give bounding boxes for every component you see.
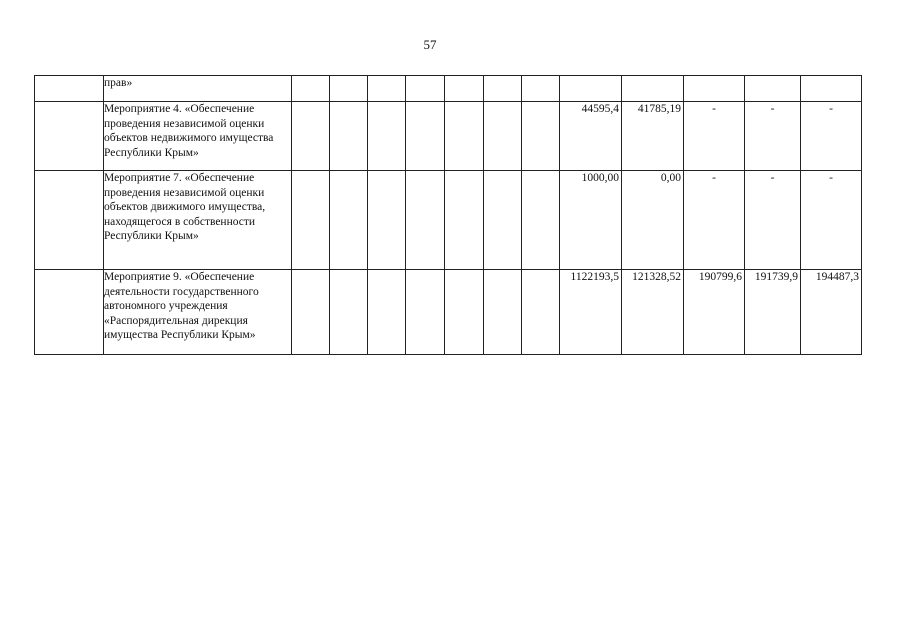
event-description: прав» bbox=[104, 76, 292, 102]
value-cell bbox=[560, 76, 622, 102]
empty-cell bbox=[292, 270, 330, 355]
empty-cell bbox=[522, 102, 560, 171]
empty-cell bbox=[484, 76, 522, 102]
empty-cell bbox=[330, 171, 368, 270]
empty-cell bbox=[35, 171, 104, 270]
empty-cell bbox=[522, 270, 560, 355]
empty-cell bbox=[292, 171, 330, 270]
value-cell: 121328,52 bbox=[622, 270, 684, 355]
value-cell: 194487,3 bbox=[801, 270, 862, 355]
empty-cell bbox=[406, 171, 445, 270]
empty-cell bbox=[330, 270, 368, 355]
empty-cell bbox=[484, 171, 522, 270]
value-cell: 1000,00 bbox=[560, 171, 622, 270]
empty-cell bbox=[406, 270, 445, 355]
value-cell: - bbox=[684, 171, 745, 270]
empty-cell bbox=[368, 76, 406, 102]
empty-cell bbox=[445, 171, 484, 270]
empty-cell bbox=[445, 270, 484, 355]
value-cell bbox=[801, 76, 862, 102]
value-cell: 191739,9 bbox=[745, 270, 801, 355]
empty-cell bbox=[368, 102, 406, 171]
value-cell: 1122193,5 bbox=[560, 270, 622, 355]
value-cell bbox=[745, 76, 801, 102]
empty-cell bbox=[330, 102, 368, 171]
empty-cell bbox=[368, 270, 406, 355]
event-description: Мероприятие 9. «Обеспечение деятельности государственного автономного учреждения «Распорядительная дирекция имущества Республики Крым» bbox=[104, 270, 292, 355]
value-cell: 44595,4 bbox=[560, 102, 622, 171]
value-cell: - bbox=[745, 102, 801, 171]
table-row bbox=[35, 76, 862, 102]
empty-cell bbox=[445, 76, 484, 102]
table-row bbox=[35, 270, 862, 355]
empty-cell bbox=[484, 102, 522, 171]
empty-cell bbox=[522, 76, 560, 102]
value-cell: 190799,6 bbox=[684, 270, 745, 355]
table-row bbox=[35, 102, 862, 171]
empty-cell bbox=[445, 102, 484, 171]
empty-cell bbox=[522, 171, 560, 270]
empty-cell bbox=[35, 270, 104, 355]
event-description: Мероприятие 7. «Обеспечение проведения независимой оценки объектов движимого имущества, находящегося в собственности Республики Крым» bbox=[104, 171, 292, 270]
value-cell: 0,00 bbox=[622, 171, 684, 270]
page-number: 57 bbox=[423, 37, 437, 52]
value-cell: - bbox=[801, 102, 862, 171]
value-cell bbox=[622, 76, 684, 102]
table-row bbox=[35, 171, 862, 270]
empty-cell bbox=[484, 270, 522, 355]
value-cell: - bbox=[745, 171, 801, 270]
value-cell: 41785,19 bbox=[622, 102, 684, 171]
empty-cell bbox=[406, 102, 445, 171]
empty-cell bbox=[35, 76, 104, 102]
empty-cell bbox=[368, 171, 406, 270]
empty-cell bbox=[292, 76, 330, 102]
value-cell: - bbox=[801, 171, 862, 270]
budget-table bbox=[34, 75, 862, 355]
value-cell: - bbox=[684, 102, 745, 171]
empty-cell bbox=[330, 76, 368, 102]
value-cell bbox=[684, 76, 745, 102]
empty-cell bbox=[406, 76, 445, 102]
empty-cell bbox=[292, 102, 330, 171]
event-description: Мероприятие 4. «Обеспечение проведения независимой оценки объектов недвижимого имущества Республики Крым» bbox=[104, 102, 292, 171]
empty-cell bbox=[35, 102, 104, 171]
